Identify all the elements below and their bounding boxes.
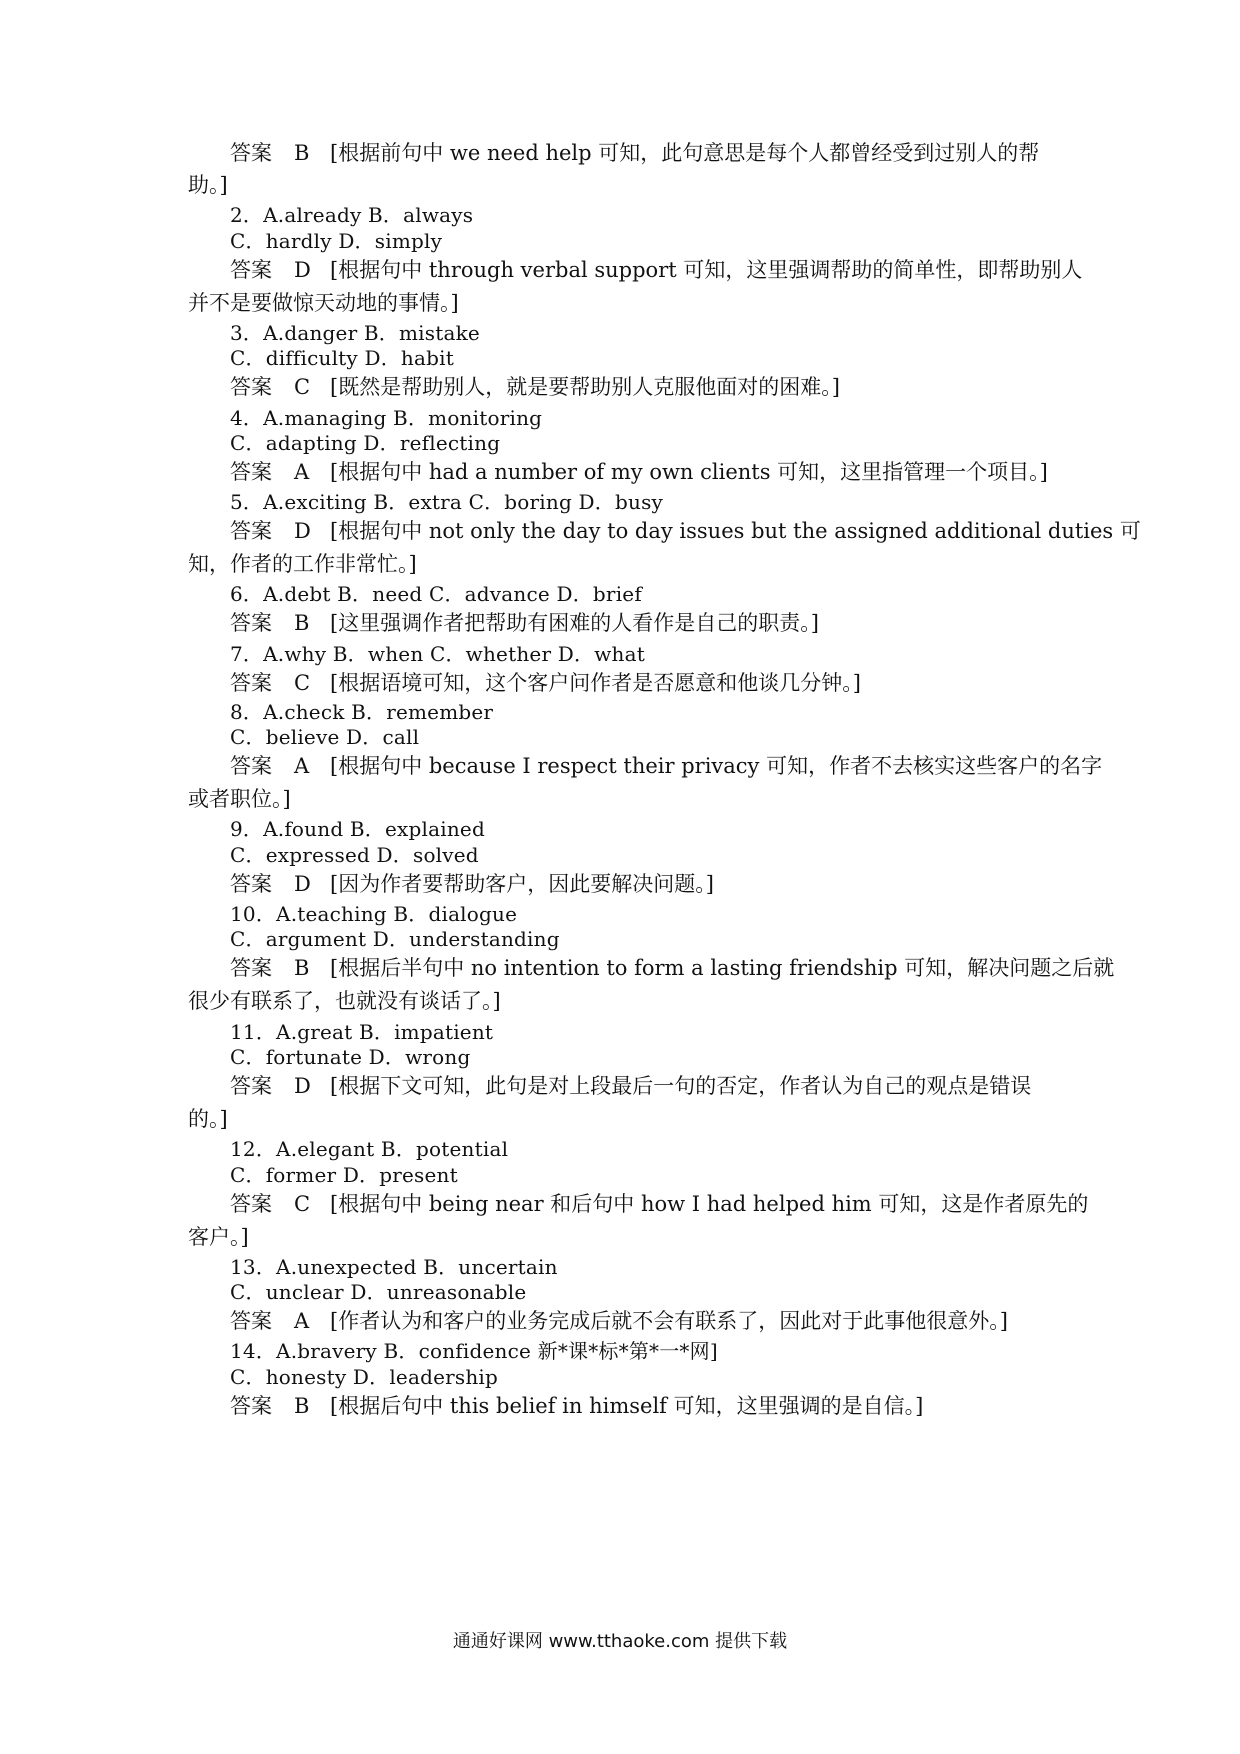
answer-line: [230, 518, 1141, 544]
answer-explanation: [根据句中 not only the day to day issues but the assigned additional duties 可: [330, 519, 1141, 543]
answer-explanation: [根据前句中 we need help 可知，此句意思是每个人都曾经受到过别人的帮: [330, 141, 1040, 165]
answer-label: 答案: [230, 1074, 272, 1098]
option-line: 10．A.teaching B．dialogue: [230, 902, 518, 926]
option-line: C．fortunate D．wrong: [230, 1045, 471, 1069]
option-line: 11．A.great B．impatient: [230, 1020, 494, 1044]
answer-line: [230, 1073, 1031, 1099]
answer-label: 答案: [230, 141, 272, 165]
answer-label: 答案: [230, 1394, 272, 1418]
answer-explanation: [根据语境可知，这个客户问作者是否愿意和他谈几分钟。]: [330, 671, 861, 695]
option-line: 13．A.unexpected B．uncertain: [230, 1255, 558, 1279]
option-line: C．believe D．call: [230, 725, 420, 749]
answer-key: B: [294, 1394, 310, 1418]
answer-line: [230, 1308, 1008, 1334]
answer-key: D: [294, 1074, 311, 1098]
answer-key: D: [294, 519, 311, 543]
option-line: C．former D．present: [230, 1163, 458, 1187]
answer-line: [230, 257, 1082, 283]
answer-key: C: [294, 375, 311, 399]
answer-explanation: [这里强调作者把帮助有困难的人看作是自己的职责。]: [330, 611, 819, 635]
option-line: 7．A.why B．when C．whether D．what: [230, 642, 645, 666]
answer-key: D: [294, 258, 311, 282]
answer-label: 答案: [230, 258, 272, 282]
answer-key: B: [294, 611, 310, 635]
answer-explanation: [根据句中 being near 和后句中 how I had helped him 可知，这是作者原先的: [330, 1192, 1089, 1216]
answer-label: 答案: [230, 671, 272, 695]
answer-line: [230, 1393, 923, 1419]
answer-explanation: [作者认为和客户的业务完成后就不会有联系了，因此对于此事他很意外。]: [330, 1309, 1008, 1333]
answer-key: D: [294, 872, 311, 896]
answer-explanation: [既然是帮助别人，就是要帮助别人克服他面对的困难。]: [330, 375, 840, 399]
answer-label: 答案: [230, 1192, 272, 1216]
answer-key: A: [294, 460, 310, 484]
answer-label: 答案: [230, 460, 272, 484]
answer-key: A: [294, 1309, 310, 1333]
answer-line: [230, 871, 714, 897]
answer-line: [230, 610, 819, 636]
explanation-continuation: 很少有联系了，也就没有谈话了。]: [188, 989, 501, 1013]
answer-explanation: [根据下文可知，此句是对上段最后一句的否定，作者认为自己的观点是错误: [330, 1074, 1032, 1098]
option-line: 5．A.exciting B．extra C．boring D．busy: [230, 490, 664, 514]
page-footer: 通通好课网 www.tthaoke.com 提供下载: [452, 1631, 788, 1652]
answer-label: 答案: [230, 1309, 272, 1333]
explanation-continuation: 的。]: [188, 1107, 228, 1131]
option-line: 12．A.elegant B．potential: [230, 1137, 509, 1161]
option-line: C．adapting D．reflecting: [230, 431, 501, 455]
option-line: 14．A.bravery B．confidence 新*课*标*第*一*网]: [230, 1339, 718, 1363]
option-line: 2．A.already B．always: [230, 203, 474, 227]
answer-line: [230, 374, 840, 400]
answer-key: C: [294, 1192, 311, 1216]
answer-label: 答案: [230, 872, 272, 896]
explanation-continuation: 或者职位。]: [188, 787, 291, 811]
answer-key: B: [294, 956, 310, 980]
answer-key: A: [294, 754, 310, 778]
answer-explanation: [根据后半句中 no intention to form a lasting friendship 可知，解决问题之后就: [330, 956, 1115, 980]
option-line: C．expressed D．solved: [230, 843, 479, 867]
explanation-continuation: 客户。]: [188, 1225, 249, 1249]
option-line: C．argument D．understanding: [230, 927, 560, 951]
answer-line: [230, 753, 1102, 779]
answer-explanation: [因为作者要帮助客户，因此要解决问题。]: [330, 872, 714, 896]
option-line: C．difficulty D．habit: [230, 346, 454, 370]
answer-key: B: [294, 141, 310, 165]
option-line: C．honesty D．leadership: [230, 1365, 499, 1389]
answer-explanation: [根据句中 through verbal support 可知，这里强调帮助的简单性，即帮助别人: [330, 258, 1083, 282]
answer-label: 答案: [230, 754, 272, 778]
answer-line: [230, 955, 1114, 981]
answer-line: [230, 670, 861, 696]
answer-explanation: [根据后句中 this belief in himself 可知，这里强调的是自信。]: [330, 1394, 924, 1418]
explanation-continuation: 并不是要做惊天动地的事情。]: [188, 291, 459, 315]
answer-label: 答案: [230, 956, 272, 980]
answer-line: [230, 140, 1039, 166]
option-line: 4．A.managing B．monitoring: [230, 406, 543, 430]
option-line: 3．A.danger B．mistake: [230, 321, 480, 345]
option-line: 9．A.found B．explained: [230, 817, 485, 841]
answer-key: C: [294, 671, 311, 695]
answer-label: 答案: [230, 611, 272, 635]
answer-explanation: [根据句中 had a number of my own clients 可知，这里指管理一个项目。]: [330, 460, 1048, 484]
explanation-continuation: 助。]: [188, 173, 228, 197]
option-line: 6．A.debt B．need C．advance D．brief: [230, 582, 642, 606]
option-line: 8．A.check B．remember: [230, 700, 494, 724]
answer-line: [230, 1191, 1088, 1217]
answer-line: [230, 459, 1048, 485]
explanation-continuation: 知，作者的工作非常忙。]: [188, 552, 417, 576]
option-line: C．unclear D．unreasonable: [230, 1280, 527, 1304]
answer-label: 答案: [230, 519, 272, 543]
answer-label: 答案: [230, 375, 272, 399]
option-line: C．hardly D．simply: [230, 229, 443, 253]
answer-explanation: [根据句中 because I respect their privacy 可知，作者不去核实这些客户的名字: [330, 754, 1103, 778]
